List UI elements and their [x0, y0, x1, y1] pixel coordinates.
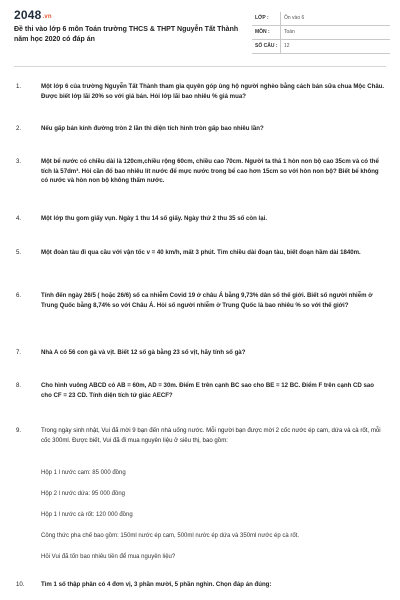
- q9-item-pineapple: Hộp 2 l nước dứa: 95 000 đồng: [41, 491, 126, 497]
- meta-value: Toán: [284, 29, 295, 35]
- question-number: 10.: [16, 581, 25, 588]
- question-9: [16, 426, 386, 445]
- site-logo[interactable]: [14, 8, 52, 22]
- meta-row-subject: [252, 26, 390, 40]
- meta-divider: [280, 40, 281, 53]
- meta-table: [252, 12, 390, 54]
- meta-value: Ôn vào 6: [284, 15, 305, 21]
- question-text: Tìm 1 số thập phân có 4 đơn vị, 3 phần mười, 5 phần nghìn. Chọn đáp án đúng:: [41, 581, 272, 588]
- question-number: 8.: [16, 382, 22, 389]
- meta-label: MÔN :: [255, 29, 270, 35]
- q9-item-carrot: Hộp 1 l nước cà rốt: 120 000 đồng: [41, 512, 133, 518]
- question-number: 6.: [16, 292, 22, 299]
- meta-label: LỚP :: [255, 15, 269, 21]
- question-number: 1.: [16, 83, 22, 90]
- q9-question: Hỏi Vui đã tốn bao nhiêu tiền để mua nguyên liệu?: [41, 554, 176, 560]
- question-text: Cho hình vuông ABCD có AB = 60m, AD = 30m. Điểm E trên cạnh BC sao cho BE = 12 BC. Điểm F trên cạnh CD sao cho CF = 23 CD. Tính diện tích tứ giác AECF?: [41, 382, 375, 399]
- question-number: 3.: [16, 158, 22, 165]
- question-number: 5.: [16, 249, 22, 256]
- question-text: Một lớp thu gom giấy vụn. Ngày 1 thu 14 số giấy. Ngày thứ 2 thu 35 số còn lại.: [41, 215, 268, 222]
- question-6: [16, 291, 386, 310]
- question-7: [16, 348, 386, 358]
- question-text: Một đoàn tàu đi qua cầu với vận tốc v = 40 km/h, mất 3 phút. Tìm chiều dài đoạn tàu, biết đoạn hầm dài 1840m.: [41, 249, 361, 256]
- question-10: [16, 580, 386, 590]
- question-number: 4.: [16, 215, 22, 222]
- meta-row-count: [252, 40, 390, 54]
- question-text: Một bể nước có chiều dài là 120cm,chiều rộng 60cm, chiều cao 70cm. Người ta thả 1 hòn non bộ cao 35cm và có thể tích là 57dm³. Hỏi cần đổ bao nhiêu lít nước để mực nước trong bể cao hơn 15cm so với hòn non bộ? Biết bể không có nước và hòn non bộ không thấm nước.: [41, 158, 379, 185]
- logo-text: 2048: [14, 8, 42, 22]
- q9-recipe: Công thức pha chế bao gồm: 150ml nước ép cam, 500ml nước ép dứa và 350ml nước ép cà rốt.: [41, 533, 300, 539]
- question-number: 7.: [16, 349, 22, 356]
- question-number: 9.: [16, 427, 22, 434]
- question-number: 2.: [16, 125, 22, 132]
- question-2: [16, 124, 386, 134]
- question-4: [16, 214, 386, 224]
- question-1: [16, 82, 386, 101]
- document-title: Đề thi vào lớp 6 môn Toán trường THCS & THPT Nguyễn Tất Thành năm học 2020 có đáp án: [14, 26, 239, 43]
- meta-divider: [280, 26, 281, 39]
- meta-value: 12: [284, 43, 290, 49]
- question-text: Một lớp 6 của trường Nguyễn Tất Thành tham gia quyên góp ủng hộ người nghèo bằng cách bán sữa chua Mộc Châu. Được biết lớp lãi 20% so với giá bán. Hỏi lớp lãi bao nhiêu % giá mua?: [41, 83, 385, 100]
- question-text: Nhà A có 56 con gà và vịt. Biết 12 số gà bằng 23 số vịt, hãy tính số gà?: [41, 349, 246, 356]
- q9-item-orange: Hộp 1 l nước cam: 85 000 đồng: [41, 470, 126, 476]
- meta-row-class: [252, 12, 390, 26]
- question-text: Nếu gấp bán kính đường tròn 2 lần thì diện tích hình tròn gấp bao nhiêu lần?: [41, 125, 264, 132]
- question-text: Trong ngày sinh nhật, Vui đã mời 9 bạn đến nhà uống nước. Mỗi người bạn được mời 2 cốc nước ép cam, dứa và cà rốt, mỗi cốc 300ml. Được biết, Vui đã đi mua nguyên liệu ở siêu thị, bao gồm:: [41, 427, 381, 444]
- document-header: [0, 0, 400, 64]
- meta-divider: [280, 12, 281, 25]
- question-5: [16, 248, 386, 258]
- header-divider: [14, 66, 386, 67]
- question-text: Tính đến ngày 26/5 ( hoặc 26/6) số ca nhiễm Covid 19 ở châu Á bằng 9,73% dân số thế giới. Biết số người nhiễm ở Trung Quốc bằng 8,74% so với Châu Á. Hỏi số người nhiễm ở Trung Quốc là bao nhiêu % so với thế giới?: [41, 292, 373, 309]
- question-3: [16, 157, 386, 186]
- question-8: [16, 381, 386, 400]
- meta-label: SỐ CÂU :: [255, 43, 278, 49]
- logo-suffix: .vn: [42, 14, 52, 20]
